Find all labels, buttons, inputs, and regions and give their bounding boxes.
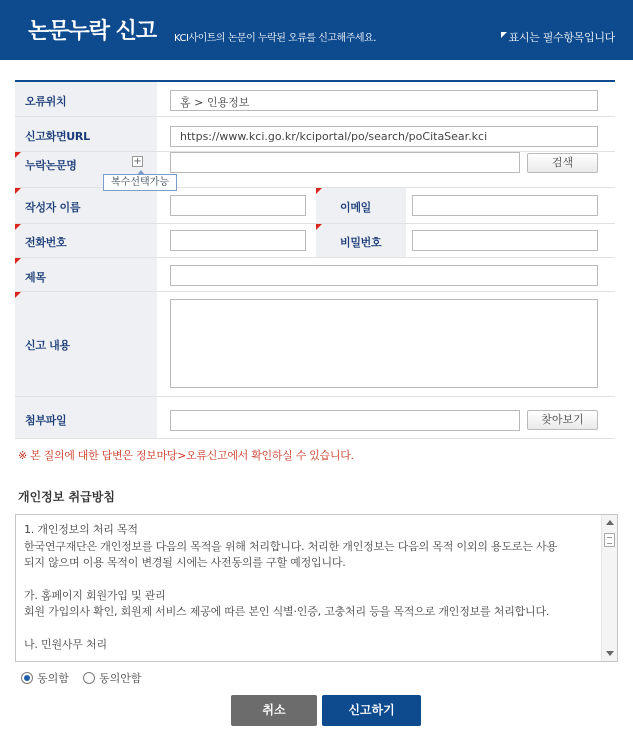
phone-input[interactable] bbox=[170, 230, 306, 251]
label-report-url: 신고화면URL bbox=[25, 130, 90, 143]
scroll-thumb[interactable] bbox=[604, 533, 615, 547]
subject-input[interactable] bbox=[170, 265, 598, 286]
browse-button[interactable]: 찾아보기 bbox=[527, 410, 598, 430]
agree-label[interactable]: 동의함 bbox=[37, 672, 69, 685]
label-author-name: 작성자 이름 bbox=[25, 201, 81, 214]
page-header bbox=[0, 0, 633, 60]
row-subject bbox=[15, 258, 615, 292]
row-error-location bbox=[15, 82, 615, 117]
row-author-email bbox=[15, 188, 615, 224]
missing-paper-input[interactable] bbox=[170, 152, 520, 173]
scroll-up-icon[interactable] bbox=[606, 520, 614, 525]
multi-select-tooltip bbox=[103, 174, 177, 191]
answer-notice: ※ 본 질의에 대한 답변은 정보마당>오류신고에서 확인하실 수 있습니다. bbox=[18, 449, 354, 462]
label-error-location: 오류위치 bbox=[25, 95, 67, 108]
required-marker-icon bbox=[316, 188, 322, 194]
search-button[interactable]: 검색 bbox=[527, 153, 598, 173]
label-phone: 전화번호 bbox=[25, 236, 67, 249]
label-email: 이메일 bbox=[340, 201, 371, 214]
email-input[interactable] bbox=[412, 195, 598, 216]
privacy-text bbox=[24, 522, 599, 653]
tooltip-text: 복수선택가능 bbox=[111, 177, 169, 188]
report-form bbox=[15, 80, 615, 439]
privacy-line: 회원 가입의사 확인, 회원제 서비스 제공에 따른 본인 식별·인증, 고충처리 등을 목적으로 개인정보를 처리합니다. bbox=[24, 605, 550, 618]
privacy-line: 나. 민원사무 처리 bbox=[24, 637, 107, 651]
required-marker-icon bbox=[15, 152, 21, 158]
row-content bbox=[15, 292, 615, 397]
label-missing-paper: 누락논문명 bbox=[25, 159, 77, 172]
submit-report-button[interactable]: 신고하기 bbox=[322, 695, 421, 726]
required-marker-icon bbox=[15, 258, 21, 264]
add-paper-icon[interactable]: + bbox=[133, 156, 142, 167]
label-content: 신고 내용 bbox=[25, 339, 70, 352]
privacy-line: 가. 홈페이지 회원가입 및 관리 bbox=[24, 588, 166, 602]
page-title: 논문누락 신고 bbox=[28, 19, 157, 44]
disagree-option[interactable] bbox=[83, 670, 142, 686]
page-subtitle: KCI사이트의 논문이 누락된 오류를 신고해주세요. bbox=[174, 33, 376, 44]
privacy-title: 개인정보 취급방침 bbox=[18, 490, 115, 504]
agree-option[interactable] bbox=[21, 670, 69, 686]
required-marker-icon bbox=[501, 32, 507, 38]
label-subject: 제목 bbox=[25, 271, 46, 284]
attachment-input[interactable] bbox=[170, 410, 520, 431]
required-marker-icon bbox=[15, 224, 21, 230]
privacy-line: 한국연구재단은 개인정보를 다음의 목적을 위해 처리합니다. 처리한 개인정보는 다음의 목적 이외의 용도로는 사용 bbox=[24, 539, 557, 553]
author-name-input[interactable] bbox=[170, 195, 306, 216]
required-note-text: 표시는 필수항목입니다 bbox=[508, 31, 615, 44]
disagree-label[interactable]: 동의안함 bbox=[99, 672, 142, 685]
privacy-policy-box[interactable] bbox=[15, 514, 618, 662]
password-input[interactable] bbox=[412, 230, 598, 251]
row-missing-paper bbox=[15, 152, 615, 188]
content-textarea[interactable] bbox=[170, 299, 598, 388]
required-marker-icon bbox=[15, 188, 21, 194]
label-password: 비밀번호 bbox=[340, 236, 382, 249]
privacy-line: 되지 않으며 이용 목적이 변경될 시에는 사전동의를 구할 예정입니다. bbox=[24, 556, 346, 569]
scroll-down-icon[interactable] bbox=[606, 651, 614, 656]
agree-radio[interactable] bbox=[21, 672, 33, 684]
row-report-url bbox=[15, 117, 615, 152]
row-attachment bbox=[15, 397, 615, 439]
cancel-button[interactable]: 취소 bbox=[231, 695, 317, 726]
required-note bbox=[501, 29, 615, 45]
row-phone-password bbox=[15, 224, 615, 258]
required-marker-icon bbox=[15, 292, 21, 298]
report-url-field[interactable]: https://www.kci.go.kr/kciportal/po/search/poCitaSear.kci bbox=[170, 126, 598, 147]
required-marker-icon bbox=[316, 224, 322, 230]
privacy-scrollbar[interactable] bbox=[601, 515, 617, 661]
label-attachment: 첨부파일 bbox=[25, 414, 67, 427]
privacy-line: 1. 개인정보의 처리 목적 bbox=[24, 523, 138, 536]
error-location-field[interactable]: 홈 > 인용정보 bbox=[170, 90, 598, 111]
disagree-radio[interactable] bbox=[83, 672, 95, 684]
